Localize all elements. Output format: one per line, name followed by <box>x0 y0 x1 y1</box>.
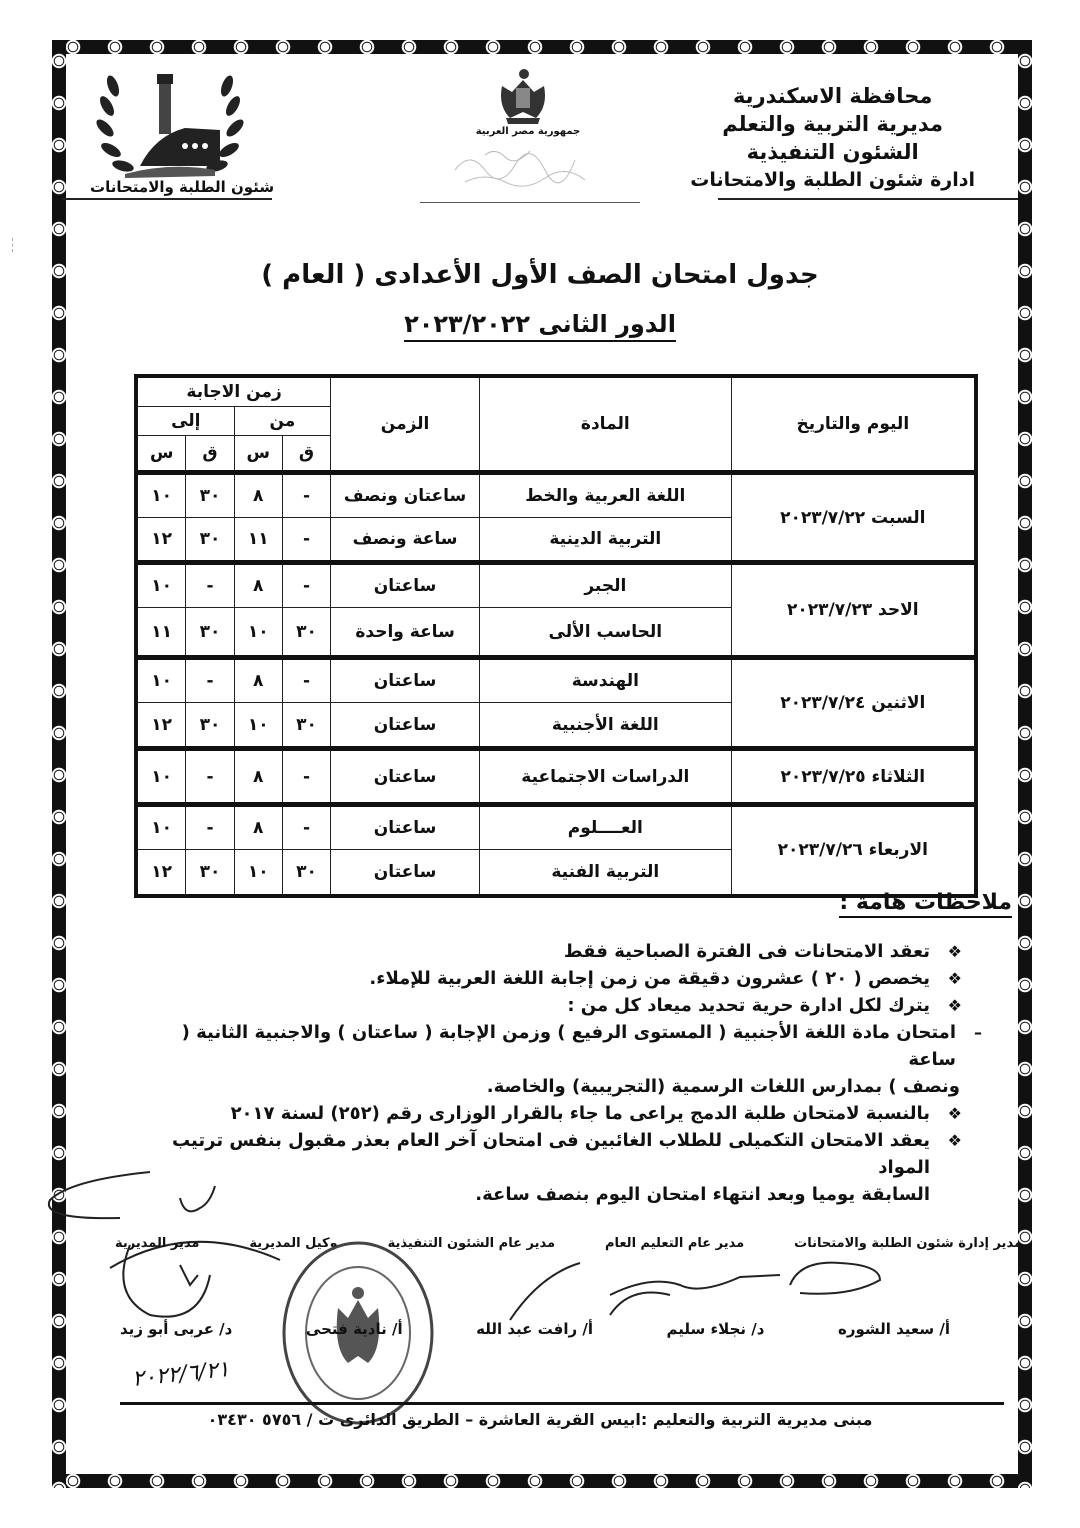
day-date-cell: السبت ٢٠٢٣/٧/٢٢ <box>731 473 976 563</box>
bullet-icon: ❖ <box>947 996 962 1015</box>
from-hour-cell: ٨ <box>234 658 282 703</box>
subject-cell: الحاسب الألى <box>480 608 732 658</box>
from-hour-cell: ١١ <box>234 518 282 563</box>
subject-cell: الهندسة <box>480 658 732 703</box>
to-hour-cell: ١٢ <box>136 703 186 749</box>
note-text: ونصف ) بمدارس اللغات الرسمية (التجريبية) والخاصة. <box>486 1076 960 1097</box>
to-minute-cell: - <box>186 749 234 805</box>
note-text: امتحان مادة اللغة الأجنبية ( المستوى الرفيع ) وزمن الإجابة ( ساعتان ) والاجنبية الثانية ( ساعة <box>181 1022 956 1070</box>
to-minute-cell: - <box>186 563 234 608</box>
handwritten-date: ٢٠٢٢/٦/٢١ <box>130 1356 231 1393</box>
border-bottom <box>52 1474 1032 1488</box>
subject-cell: الدراسات الاجتماعية <box>480 749 732 805</box>
signatory-title: مدير عام الشئون التنفيذية <box>387 1236 556 1251</box>
signatory-title: مدير إدارة شئون الطلبة والامتحانات <box>794 1236 1022 1251</box>
emblem-caption: جمهورية مصر العربية <box>475 126 581 137</box>
exam-schedule-table <box>134 374 978 898</box>
signature-titles <box>115 1236 1022 1251</box>
table-row <box>136 749 976 805</box>
subject-cell: العــــلوم <box>480 805 732 850</box>
border-right <box>1018 40 1032 1488</box>
to-minute-cell: ٣٠ <box>186 703 234 749</box>
from-minute-cell: - <box>282 658 330 703</box>
day-date-cell: الثلاثاء ٢٠٢٣/٧/٢٥ <box>731 749 976 805</box>
notes-heading: ملاحظات هامة : <box>839 890 1012 918</box>
from-minute-cell: - <box>282 805 330 850</box>
note-text: تعقد الامتحانات فى الفترة الصباحية فقط <box>563 941 930 962</box>
to-hour-cell: ١٠ <box>136 805 186 850</box>
to-hour-cell: ١٠ <box>136 749 186 805</box>
duration-cell: ساعتان ونصف <box>331 473 480 518</box>
note-text: بالنسبة لامتحان طلبة الدمج يراعى ما جاء بالقرار الوزارى رقم (٢٥٢) لسنة ٢٠١٧ <box>230 1103 930 1124</box>
to-minute-cell: - <box>186 658 234 703</box>
col-header-subject: المادة <box>480 376 732 473</box>
day-date-cell: الاثنين ٢٠٢٣/٧/٢٤ <box>731 658 976 749</box>
table-row <box>136 805 976 850</box>
note-item <box>132 992 962 1019</box>
day-date-cell: الاربعاء ٢٠٢٣/٧/٢٦ <box>731 805 976 896</box>
to-minute-cell: - <box>186 805 234 850</box>
to-hour-cell: ١٢ <box>136 850 186 896</box>
from-hour-cell: ٨ <box>234 749 282 805</box>
signatory-name: أ/ سعيد الشوره <box>837 1320 950 1338</box>
from-minute-cell: ٣٠ <box>282 608 330 658</box>
duration-cell: ساعة ونصف <box>331 518 480 563</box>
col-header-answer-time: زمن الاجابة <box>136 376 331 407</box>
divider <box>62 198 272 200</box>
note-text: يترك لكل ادارة حرية تحديد ميعاد كل من : <box>567 995 930 1016</box>
day-date-cell: الاحد ٢٠٢٣/٧/٢٣ <box>731 563 976 658</box>
note-text: السابقة يوميا وبعد انتهاء امتحان اليوم بنصف ساعة. <box>475 1184 930 1205</box>
logo-caption: شئون الطلبة والامتحانات <box>90 178 275 196</box>
to-minute-cell: ٣٠ <box>186 518 234 563</box>
from-hour-cell: ٨ <box>234 473 282 518</box>
governorate: محافظة الاسكندرية <box>732 84 933 108</box>
border-left <box>52 40 66 1488</box>
to-hour-cell: ١٢ <box>136 518 186 563</box>
subject-cell: التربية الدينية <box>480 518 732 563</box>
signatory-title: مدير المديرية <box>115 1236 200 1251</box>
duration-cell: ساعتان <box>331 658 480 703</box>
exam-round: الدور الثانى ٢٠٢٣/٢٠٢٢ <box>404 310 676 342</box>
col-header-to: إلى <box>136 407 234 436</box>
note-item <box>132 1100 962 1127</box>
divider <box>420 202 640 203</box>
signatory-title: وكيل المديرية <box>249 1236 338 1251</box>
footer-address: مبنى مديرية التربية والتعليم :ابيس القرية العاشرة – الطريق الدائرى ت / ٥٧٥٦ ٠٣٤٣٠ <box>207 1410 873 1429</box>
col-header-to-minute: ق <box>186 436 234 473</box>
subject-cell: اللغة الأجنبية <box>480 703 732 749</box>
duration-cell: ساعة واحدة <box>331 608 480 658</box>
signature-names <box>120 1320 950 1338</box>
issuer-block <box>690 82 975 194</box>
eagle-emblem-icon <box>488 66 558 126</box>
dash-icon: – <box>974 1023 982 1042</box>
col-header-from-hour: س <box>234 436 282 473</box>
signatory-name: د/ عربى أبو زيد <box>120 1320 233 1338</box>
lighthouse-logo-icon <box>85 66 255 186</box>
document-subtitle <box>0 310 1080 338</box>
bullet-icon: ❖ <box>947 969 962 988</box>
from-hour-cell: ٨ <box>234 563 282 608</box>
bullet-icon: ❖ <box>947 1104 962 1123</box>
to-minute-cell: ٣٠ <box>186 473 234 518</box>
signatory-name: د/ نجلاء سليم <box>666 1320 765 1338</box>
faint-handwriting-icon <box>445 140 595 190</box>
signatory-name: أ/ رافت عبد الله <box>476 1320 593 1338</box>
duration-cell: ساعتان <box>331 749 480 805</box>
subject-cell: الجبر <box>480 563 732 608</box>
duration-cell: ساعتان <box>331 805 480 850</box>
from-hour-cell: ١٠ <box>234 703 282 749</box>
from-minute-cell: - <box>282 473 330 518</box>
note-continuation <box>132 1073 1022 1100</box>
signatory-title: مدير عام التعليم العام <box>604 1236 745 1251</box>
note-item <box>132 938 962 965</box>
border-top <box>52 40 1032 54</box>
department: الشئون التنفيذية <box>746 140 919 164</box>
sub-department: ادارة شئون الطلبة والامتحانات <box>690 169 975 191</box>
col-header-to-hour: س <box>136 436 186 473</box>
divider <box>718 198 1018 200</box>
to-minute-cell: ٣٠ <box>186 850 234 896</box>
table-row <box>136 658 976 703</box>
signatory-name: أ/ نادية فتحى <box>305 1320 403 1338</box>
to-hour-cell: ١٠ <box>136 563 186 608</box>
bullet-icon: ❖ <box>947 942 962 961</box>
duration-cell: ساعتان <box>331 563 480 608</box>
to-hour-cell: ١٠ <box>136 658 186 703</box>
signature-scribble-icon <box>110 1235 220 1325</box>
duration-cell: ساعتان <box>331 703 480 749</box>
subject-cell: اللغة العربية والخط <box>480 473 732 518</box>
col-header-from: من <box>234 407 331 436</box>
directorate: مديرية التربية والتعلم <box>722 112 944 136</box>
scan-mark <box>12 238 17 252</box>
from-hour-cell: ١٠ <box>234 608 282 658</box>
to-minute-cell: ٣٠ <box>186 608 234 658</box>
note-subitem <box>132 1019 1022 1073</box>
subject-cell: التربية الفنية <box>480 850 732 896</box>
table-row <box>136 473 976 518</box>
from-minute-cell: - <box>282 563 330 608</box>
from-minute-cell: - <box>282 518 330 563</box>
document-title: جدول امتحان الصف الأول الأعدادى ( العام ) <box>261 260 819 290</box>
col-header-duration: الزمن <box>331 376 480 473</box>
signature-scribble-icon <box>780 1255 890 1300</box>
note-text: يخصص ( ٢٠ ) عشرون دقيقة من زمن إجابة اللغة العربية للإملاء. <box>369 968 930 989</box>
note-text: يعقد الامتحان التكميلى للطلاب الغائبين فى امتحان آخر العام بعذر مقبول بنفس ترتيب المواد <box>171 1130 930 1178</box>
bullet-icon: ❖ <box>947 1131 962 1150</box>
table-row <box>136 563 976 608</box>
from-minute-cell: ٣٠ <box>282 850 330 896</box>
from-minute-cell: ٣٠ <box>282 703 330 749</box>
from-minute-cell: - <box>282 749 330 805</box>
duration-cell: ساعتان <box>331 850 480 896</box>
from-hour-cell: ٨ <box>234 805 282 850</box>
note-item <box>132 965 962 992</box>
signature-scribble-icon <box>480 1255 800 1325</box>
to-hour-cell: ١١ <box>136 608 186 658</box>
divider <box>120 1402 1004 1405</box>
to-hour-cell: ١٠ <box>136 473 186 518</box>
col-header-from-minute: ق <box>282 436 330 473</box>
from-hour-cell: ١٠ <box>234 850 282 896</box>
col-header-day-date: اليوم والتاريخ <box>731 376 976 473</box>
